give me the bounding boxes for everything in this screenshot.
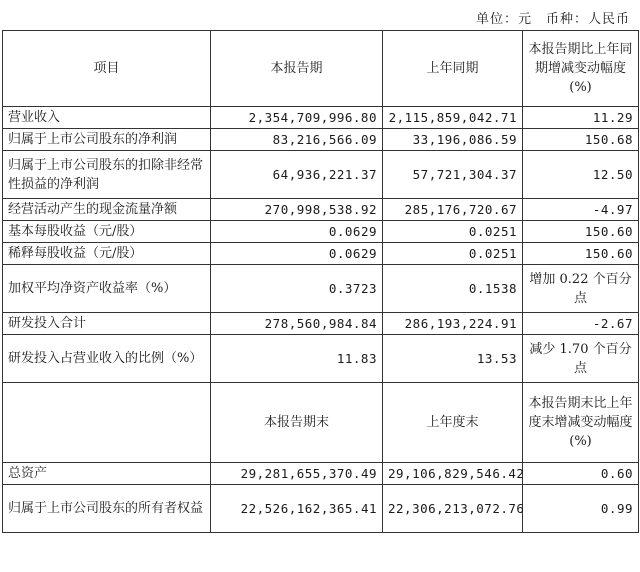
header-current-period: 本报告期 <box>211 31 383 107</box>
value-prior: 2,115,859,042.71 <box>383 107 523 129</box>
value-change: 150.68 <box>523 129 639 151</box>
row-label: 归属于上市公司股东的净利润 <box>3 129 211 151</box>
value-change: 11.29 <box>523 107 639 129</box>
subheader-prior-year-end: 上年度末 <box>383 383 523 463</box>
value-current: 270,998,538.92 <box>211 199 383 221</box>
value-prior: 33,196,086.59 <box>383 129 523 151</box>
row-label: 归属于上市公司股东的所有者权益 <box>3 485 211 533</box>
value-current: 0.3723 <box>211 265 383 313</box>
row-label: 总资产 <box>3 463 211 485</box>
table-row <box>3 199 639 221</box>
value-change: 12.50 <box>523 151 639 199</box>
value-prior: 29,106,829,546.42 <box>383 463 523 485</box>
value-change: 增加 0.22 个百分点 <box>523 265 639 313</box>
value-prior: 22,306,213,072.76 <box>383 485 523 533</box>
header-change: 本报告期比上年同期增减变动幅度(%) <box>523 31 639 107</box>
table-row <box>3 151 639 199</box>
value-current: 11.83 <box>211 335 383 383</box>
value-prior: 286,193,224.91 <box>383 313 523 335</box>
value-prior: 57,721,304.37 <box>383 151 523 199</box>
header-item: 项目 <box>3 31 211 107</box>
table-row <box>3 107 639 129</box>
table-row <box>3 129 639 151</box>
financial-data-table <box>2 30 639 533</box>
table-row <box>3 463 639 485</box>
value-change: 0.60 <box>523 463 639 485</box>
value-change: -2.67 <box>523 313 639 335</box>
table-subheader-row <box>3 383 639 463</box>
row-label: 基本每股收益（元/股） <box>3 221 211 243</box>
value-current: 2,354,709,996.80 <box>211 107 383 129</box>
value-current: 0.0629 <box>211 243 383 265</box>
value-current: 22,526,162,365.41 <box>211 485 383 533</box>
subheader-item <box>3 383 211 463</box>
subheader-current-period-end: 本报告期末 <box>211 383 383 463</box>
value-change: 减少 1.70 个百分点 <box>523 335 639 383</box>
table-row <box>3 243 639 265</box>
table-row <box>3 485 639 533</box>
value-prior: 285,176,720.67 <box>383 199 523 221</box>
value-current: 64,936,221.37 <box>211 151 383 199</box>
table-row <box>3 265 639 313</box>
value-prior: 0.0251 <box>383 221 523 243</box>
table-row <box>3 335 639 383</box>
value-current: 0.0629 <box>211 221 383 243</box>
value-change: 0.99 <box>523 485 639 533</box>
table-row <box>3 221 639 243</box>
value-current: 83,216,566.09 <box>211 129 383 151</box>
unit-currency-note: 单位：元 币种：人民币 <box>475 12 630 27</box>
value-prior: 0.1538 <box>383 265 523 313</box>
row-label: 营业收入 <box>3 107 211 129</box>
row-label: 加权平均净资产收益率（%） <box>3 265 211 313</box>
table-row <box>3 313 639 335</box>
value-prior: 13.53 <box>383 335 523 383</box>
value-change: 150.60 <box>523 243 639 265</box>
value-change: -4.97 <box>523 199 639 221</box>
table-header-row <box>3 31 639 107</box>
header-prior-period: 上年同期 <box>383 31 523 107</box>
row-label: 稀释每股收益（元/股） <box>3 243 211 265</box>
value-change: 150.60 <box>523 221 639 243</box>
row-label: 研发投入占营业收入的比例（%） <box>3 335 211 383</box>
subheader-change: 本报告期末比上年度末增减变动幅度(%) <box>523 383 639 463</box>
value-current: 29,281,655,370.49 <box>211 463 383 485</box>
value-prior: 0.0251 <box>383 243 523 265</box>
row-label: 经营活动产生的现金流量净额 <box>3 199 211 221</box>
value-current: 278,560,984.84 <box>211 313 383 335</box>
row-label: 研发投入合计 <box>3 313 211 335</box>
row-label: 归属于上市公司股东的扣除非经常性损益的净利润 <box>3 151 211 199</box>
